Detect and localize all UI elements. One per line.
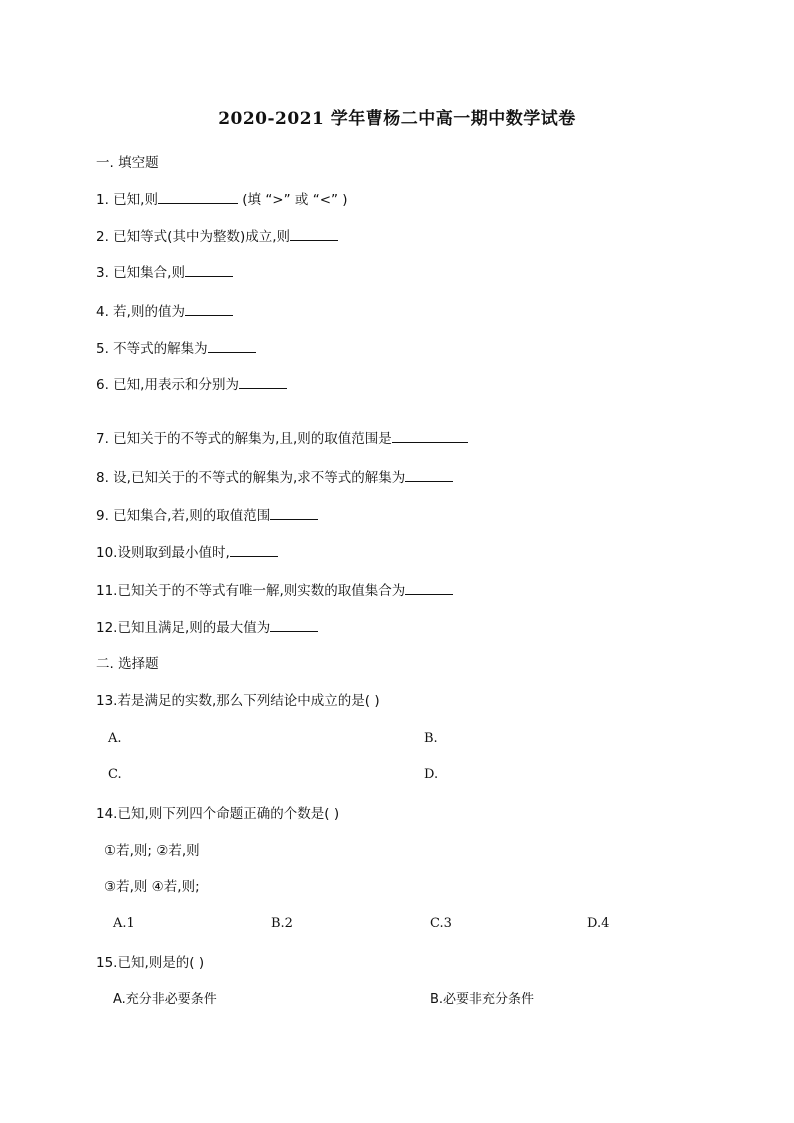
question-5 <box>96 340 256 358</box>
question-14-option-a: A.1 <box>113 916 135 931</box>
question-12-text: 12.已知且满足,则的最大值为 <box>96 620 271 636</box>
question-5-text: 5. 不等式的解集为 <box>96 341 208 357</box>
question-14-option-b: B.2 <box>271 916 293 931</box>
question-6 <box>96 376 287 394</box>
question-7-text: 7. 已知关于的不等式的解集为,且,则的取值范围是 <box>96 431 392 447</box>
question-11-text: 11.已知关于的不等式有唯一解,则实数的取值集合为 <box>96 583 406 599</box>
question-15-option-b: B.必要非充分条件 <box>430 992 535 1007</box>
answer-blank <box>405 582 453 595</box>
question-8 <box>96 469 453 487</box>
question-10-text: 10.设则取到最小值时, <box>96 545 230 561</box>
exam-title: 2020-2021 学年曹杨二中高一期中数学试卷 <box>218 109 576 129</box>
question-13-option-b: B. <box>424 731 438 746</box>
question-1-suffix: (填 “>” 或 “<” ) <box>237 192 348 208</box>
question-2-text: 2. 已知等式(其中为整数)成立,则 <box>96 229 290 245</box>
answer-blank <box>270 619 318 632</box>
question-4-text: 4. 若,则的值为 <box>96 304 185 320</box>
answer-blank <box>185 264 233 277</box>
question-1-text: 1. 已知,则 <box>96 192 158 208</box>
section-heading-fill-in: 一. 填空题 <box>96 155 159 171</box>
section-heading-multiple-choice: 二. 选择题 <box>96 656 159 672</box>
question-9-text: 9. 已知集合,若,则的取值范围 <box>96 508 271 524</box>
question-14-statements-2: ③若,则 ④若,则; <box>104 879 200 895</box>
answer-blank <box>405 469 453 482</box>
question-15: 15.已知,则是的( ) <box>96 955 205 971</box>
question-13: 13.若是满足的实数,那么下列结论中成立的是( ) <box>96 693 380 709</box>
question-3-text: 3. 已知集合,则 <box>96 265 185 281</box>
question-7 <box>96 430 468 448</box>
question-13-option-d: D. <box>424 767 439 782</box>
answer-blank <box>185 303 233 316</box>
question-10 <box>96 544 278 562</box>
question-14-statements-1: ①若,则; ②若,则 <box>104 843 200 859</box>
question-3 <box>96 264 233 282</box>
question-14: 14.已知,则下列四个命题正确的个数是( ) <box>96 806 340 822</box>
question-13-option-c: C. <box>108 767 122 782</box>
answer-blank <box>208 340 256 353</box>
question-12 <box>96 619 318 637</box>
question-1 <box>96 191 348 209</box>
question-4 <box>96 303 233 321</box>
question-9 <box>96 507 318 525</box>
question-6-text: 6. 已知,用表示和分别为 <box>96 377 239 393</box>
question-14-option-d: D.4 <box>587 916 610 931</box>
answer-blank <box>392 430 468 443</box>
question-13-option-a: A. <box>108 731 122 746</box>
answer-blank <box>230 544 278 557</box>
question-2 <box>96 228 338 246</box>
question-14-option-c: C.3 <box>430 916 452 931</box>
answer-blank <box>290 228 338 241</box>
answer-blank <box>239 376 287 389</box>
question-8-text: 8. 设,已知关于的不等式的解集为,求不等式的解集为 <box>96 470 406 486</box>
question-11 <box>96 582 453 600</box>
question-15-option-a: A.充分非必要条件 <box>113 992 217 1007</box>
answer-blank <box>270 507 318 520</box>
answer-blank <box>158 191 238 204</box>
